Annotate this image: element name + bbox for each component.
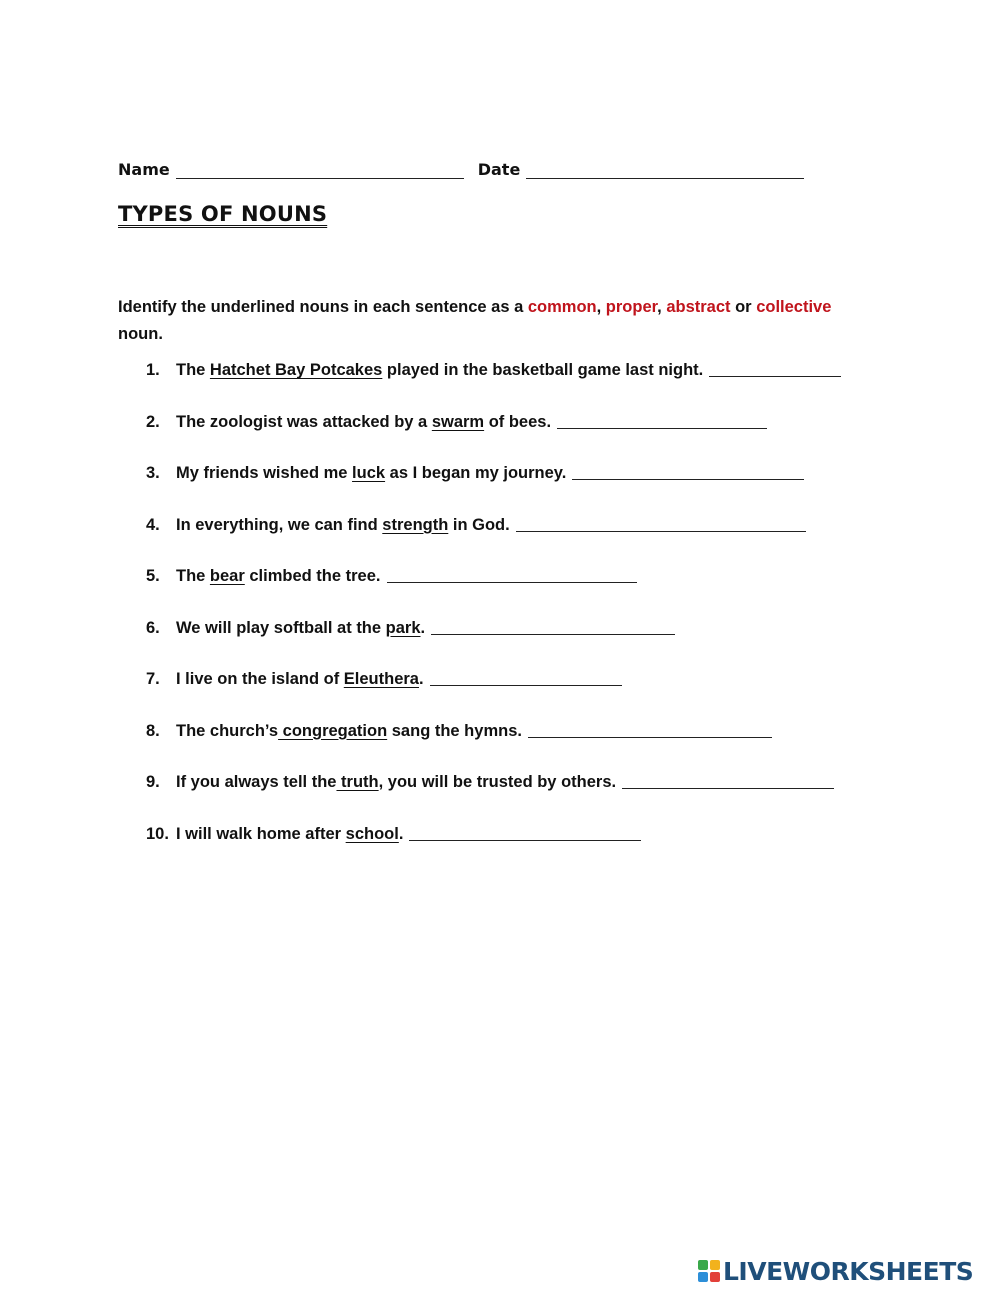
instructions-sep1: , [596, 298, 606, 316]
question-number: 2. [146, 412, 160, 431]
noun-type-common: common [527, 298, 597, 316]
page-title: TYPES OF NOUNS [118, 202, 328, 226]
question-text: The bear climbed the tree. [176, 567, 381, 585]
question-item [146, 617, 841, 669]
instructions-sep3: or [730, 298, 757, 316]
question-text: I will walk home after school. [176, 824, 404, 843]
date-label: Date [477, 160, 521, 179]
question-text: I live on the island of Eleuthera. [176, 670, 424, 688]
question-item [146, 411, 841, 463]
name-label: Name [118, 160, 170, 179]
question-item [146, 823, 841, 875]
question-item [146, 720, 841, 772]
question-text: The zoologist was attacked by a swarm of bees. [176, 412, 552, 431]
question-text: We will play softball at the park. [176, 618, 426, 637]
instructions-suffix: noun. [118, 325, 163, 343]
underlined-noun: swarm [431, 412, 485, 431]
answer-blank[interactable] [430, 668, 622, 686]
question-number: 10. [146, 824, 169, 843]
instructions-sep2: , [657, 298, 667, 316]
underlined-noun: strength [382, 515, 449, 534]
noun-type-abstract: abstract [666, 298, 731, 316]
answer-blank[interactable] [557, 411, 767, 429]
brand-text: LIVEWORKSHEETS [723, 1256, 974, 1286]
underlined-noun: luck [352, 464, 386, 482]
instructions [118, 294, 878, 348]
answer-blank[interactable] [622, 771, 834, 789]
question-text: My friends wished me luck as I began my journey. [176, 464, 567, 482]
question-number: 7. [146, 670, 160, 688]
question-text: The church’s congregation sang the hymns. [176, 721, 522, 740]
liveworksheets-logo-icon [698, 1260, 720, 1282]
answer-blank[interactable] [387, 565, 637, 583]
answer-blank[interactable] [409, 823, 641, 841]
question-item [146, 359, 841, 411]
question-number: 6. [146, 618, 160, 637]
name-field[interactable] [176, 160, 464, 179]
question-number: 3. [146, 464, 160, 482]
question-number: 4. [146, 515, 160, 534]
question-item [146, 668, 841, 720]
underlined-noun: school [345, 824, 399, 843]
answer-blank[interactable] [516, 514, 806, 532]
date-field[interactable] [526, 160, 804, 179]
underlined-noun: Hatchet Bay Potcakes [209, 361, 383, 379]
answer-blank[interactable] [572, 462, 804, 480]
question-number: 1. [146, 361, 160, 379]
question-item [146, 565, 841, 617]
question-list [146, 359, 841, 874]
question-item [146, 462, 841, 514]
question-number: 8. [146, 721, 160, 740]
name-date-row [118, 160, 804, 179]
question-number: 5. [146, 567, 160, 585]
question-text: The Hatchet Bay Potcakes played in the basketball game last night. [176, 361, 704, 379]
answer-blank[interactable] [528, 720, 772, 738]
underlined-noun: bear [209, 567, 245, 585]
question-number: 9. [146, 773, 160, 791]
noun-type-collective: collective [756, 298, 832, 316]
answer-blank[interactable] [709, 359, 841, 377]
question-item [146, 514, 841, 566]
instructions-prefix: Identify the underlined nouns in each sentence as a [118, 298, 528, 316]
underlined-noun: Eleuthera [343, 670, 419, 688]
question-item [146, 771, 841, 823]
underlined-noun: park [385, 618, 421, 637]
question-text: If you always tell the truth, you will be trusted by others. [176, 773, 617, 791]
liveworksheets-brand [698, 1255, 973, 1287]
noun-type-proper: proper [605, 298, 658, 316]
question-text: In everything, we can find strength in God. [176, 515, 510, 534]
underlined-noun: congregation [278, 721, 388, 740]
underlined-noun: truth [336, 773, 379, 791]
answer-blank[interactable] [431, 617, 675, 635]
